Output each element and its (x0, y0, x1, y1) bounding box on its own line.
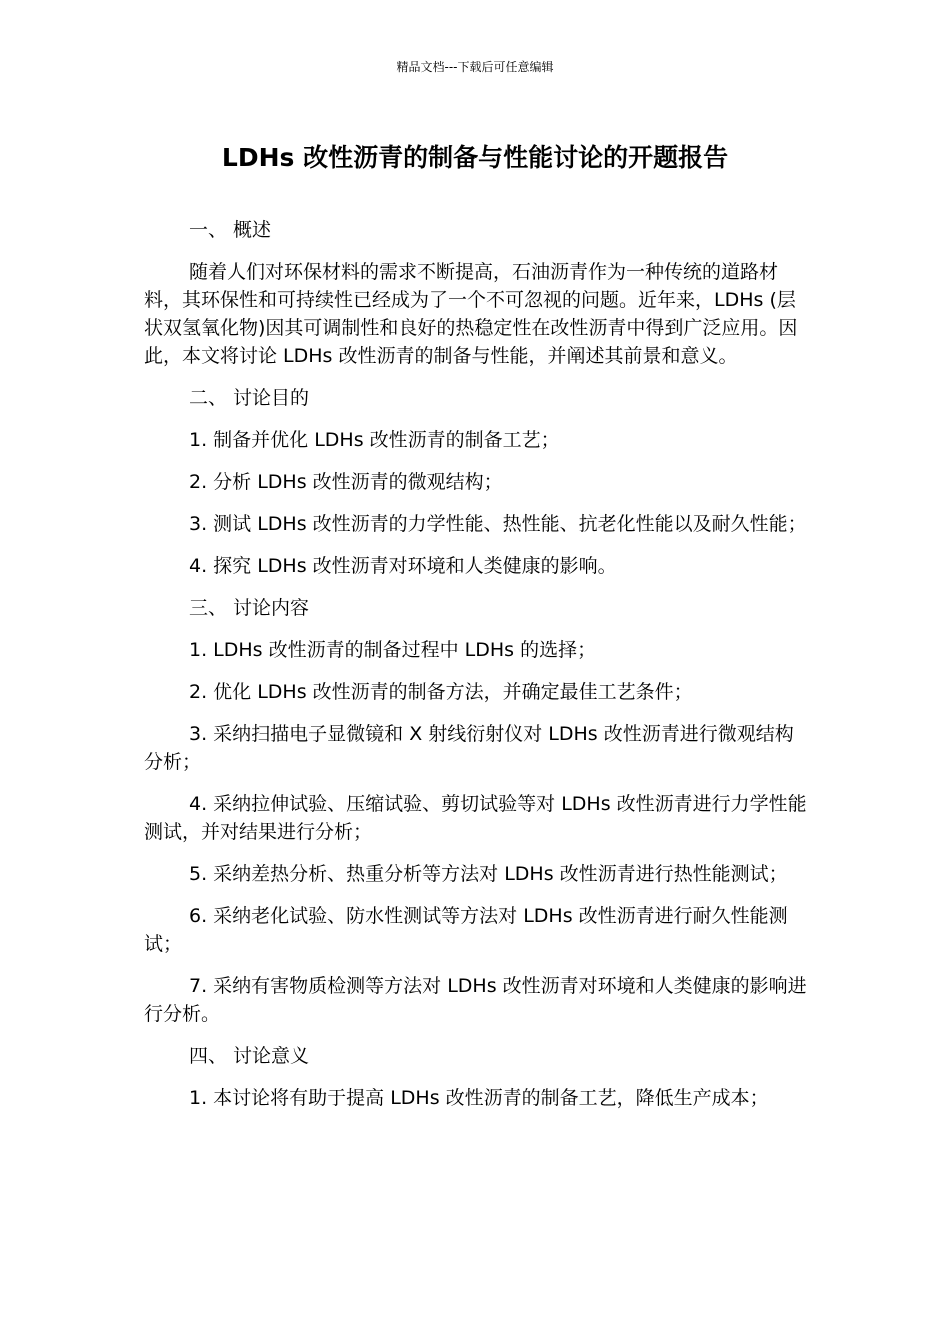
content-item: 6. 采纳老化试验、防水性测试等方法对 LDHs 改性沥青进行耐久性能测试； (144, 905, 788, 955)
purpose-item: 1. 制备并优化 LDHs 改性沥青的制备工艺； (189, 429, 560, 451)
section-heading-purpose: 二、 讨论目的 (189, 387, 310, 409)
content-item: 1. LDHs 改性沥青的制备过程中 LDHs 的选择； (189, 639, 597, 661)
section-heading-content: 三、 讨论内容 (189, 597, 310, 619)
overview-paragraph: 随着人们对环保材料的需求不断提高，石油沥青作为一种传统的道路材料，其环保性和可持续性已经成为了一个不可忽视的问题。近年来，LDHs (层状双氢氧化物)因其可调制性和良好的热稳定性在改性沥青中得到广泛应用。因此，本文将讨论 LDHs 改性沥青的制备与性能，并阐述其前景和意义。 (144, 261, 798, 367)
content-item: 5. 采纳差热分析、热重分析等方法对 LDHs 改性沥青进行热性能测试； (189, 863, 788, 885)
header-note: 精品文档---下载后可任意编辑 (396, 60, 554, 74)
document-body (144, 216, 808, 1126)
section-heading-overview: 一、 概述 (189, 219, 272, 241)
content-item: 7. 采纳有害物质检测等方法对 LDHs 改性沥青对环境和人类健康的影响进行分析。 (144, 975, 807, 1025)
section-heading-significance: 四、 讨论意义 (189, 1045, 310, 1067)
significance-item: 1. 本讨论将有助于提高 LDHs 改性沥青的制备工艺，降低生产成本； (189, 1087, 769, 1109)
purpose-item: 2. 分析 LDHs 改性沥青的微观结构； (189, 471, 503, 493)
content-item: 2. 优化 LDHs 改性沥青的制备方法，并确定最佳工艺条件； (189, 681, 693, 703)
purpose-item: 4. 探究 LDHs 改性沥青对环境和人类健康的影响。 (189, 555, 617, 577)
content-item: 4. 采纳拉伸试验、压缩试验、剪切试验等对 LDHs 改性沥青进行力学性能测试，并对结果进行分析； (144, 793, 807, 843)
purpose-item: 3. 测试 LDHs 改性沥青的力学性能、热性能、抗老化性能以及耐久性能； (189, 513, 807, 535)
content-item: 3. 采纳扫描电子显微镜和 X 射线衍射仪对 LDHs 改性沥青进行微观结构分析； (144, 723, 794, 773)
document-title: LDHs 改性沥青的制备与性能讨论的开题报告 (221, 143, 729, 172)
